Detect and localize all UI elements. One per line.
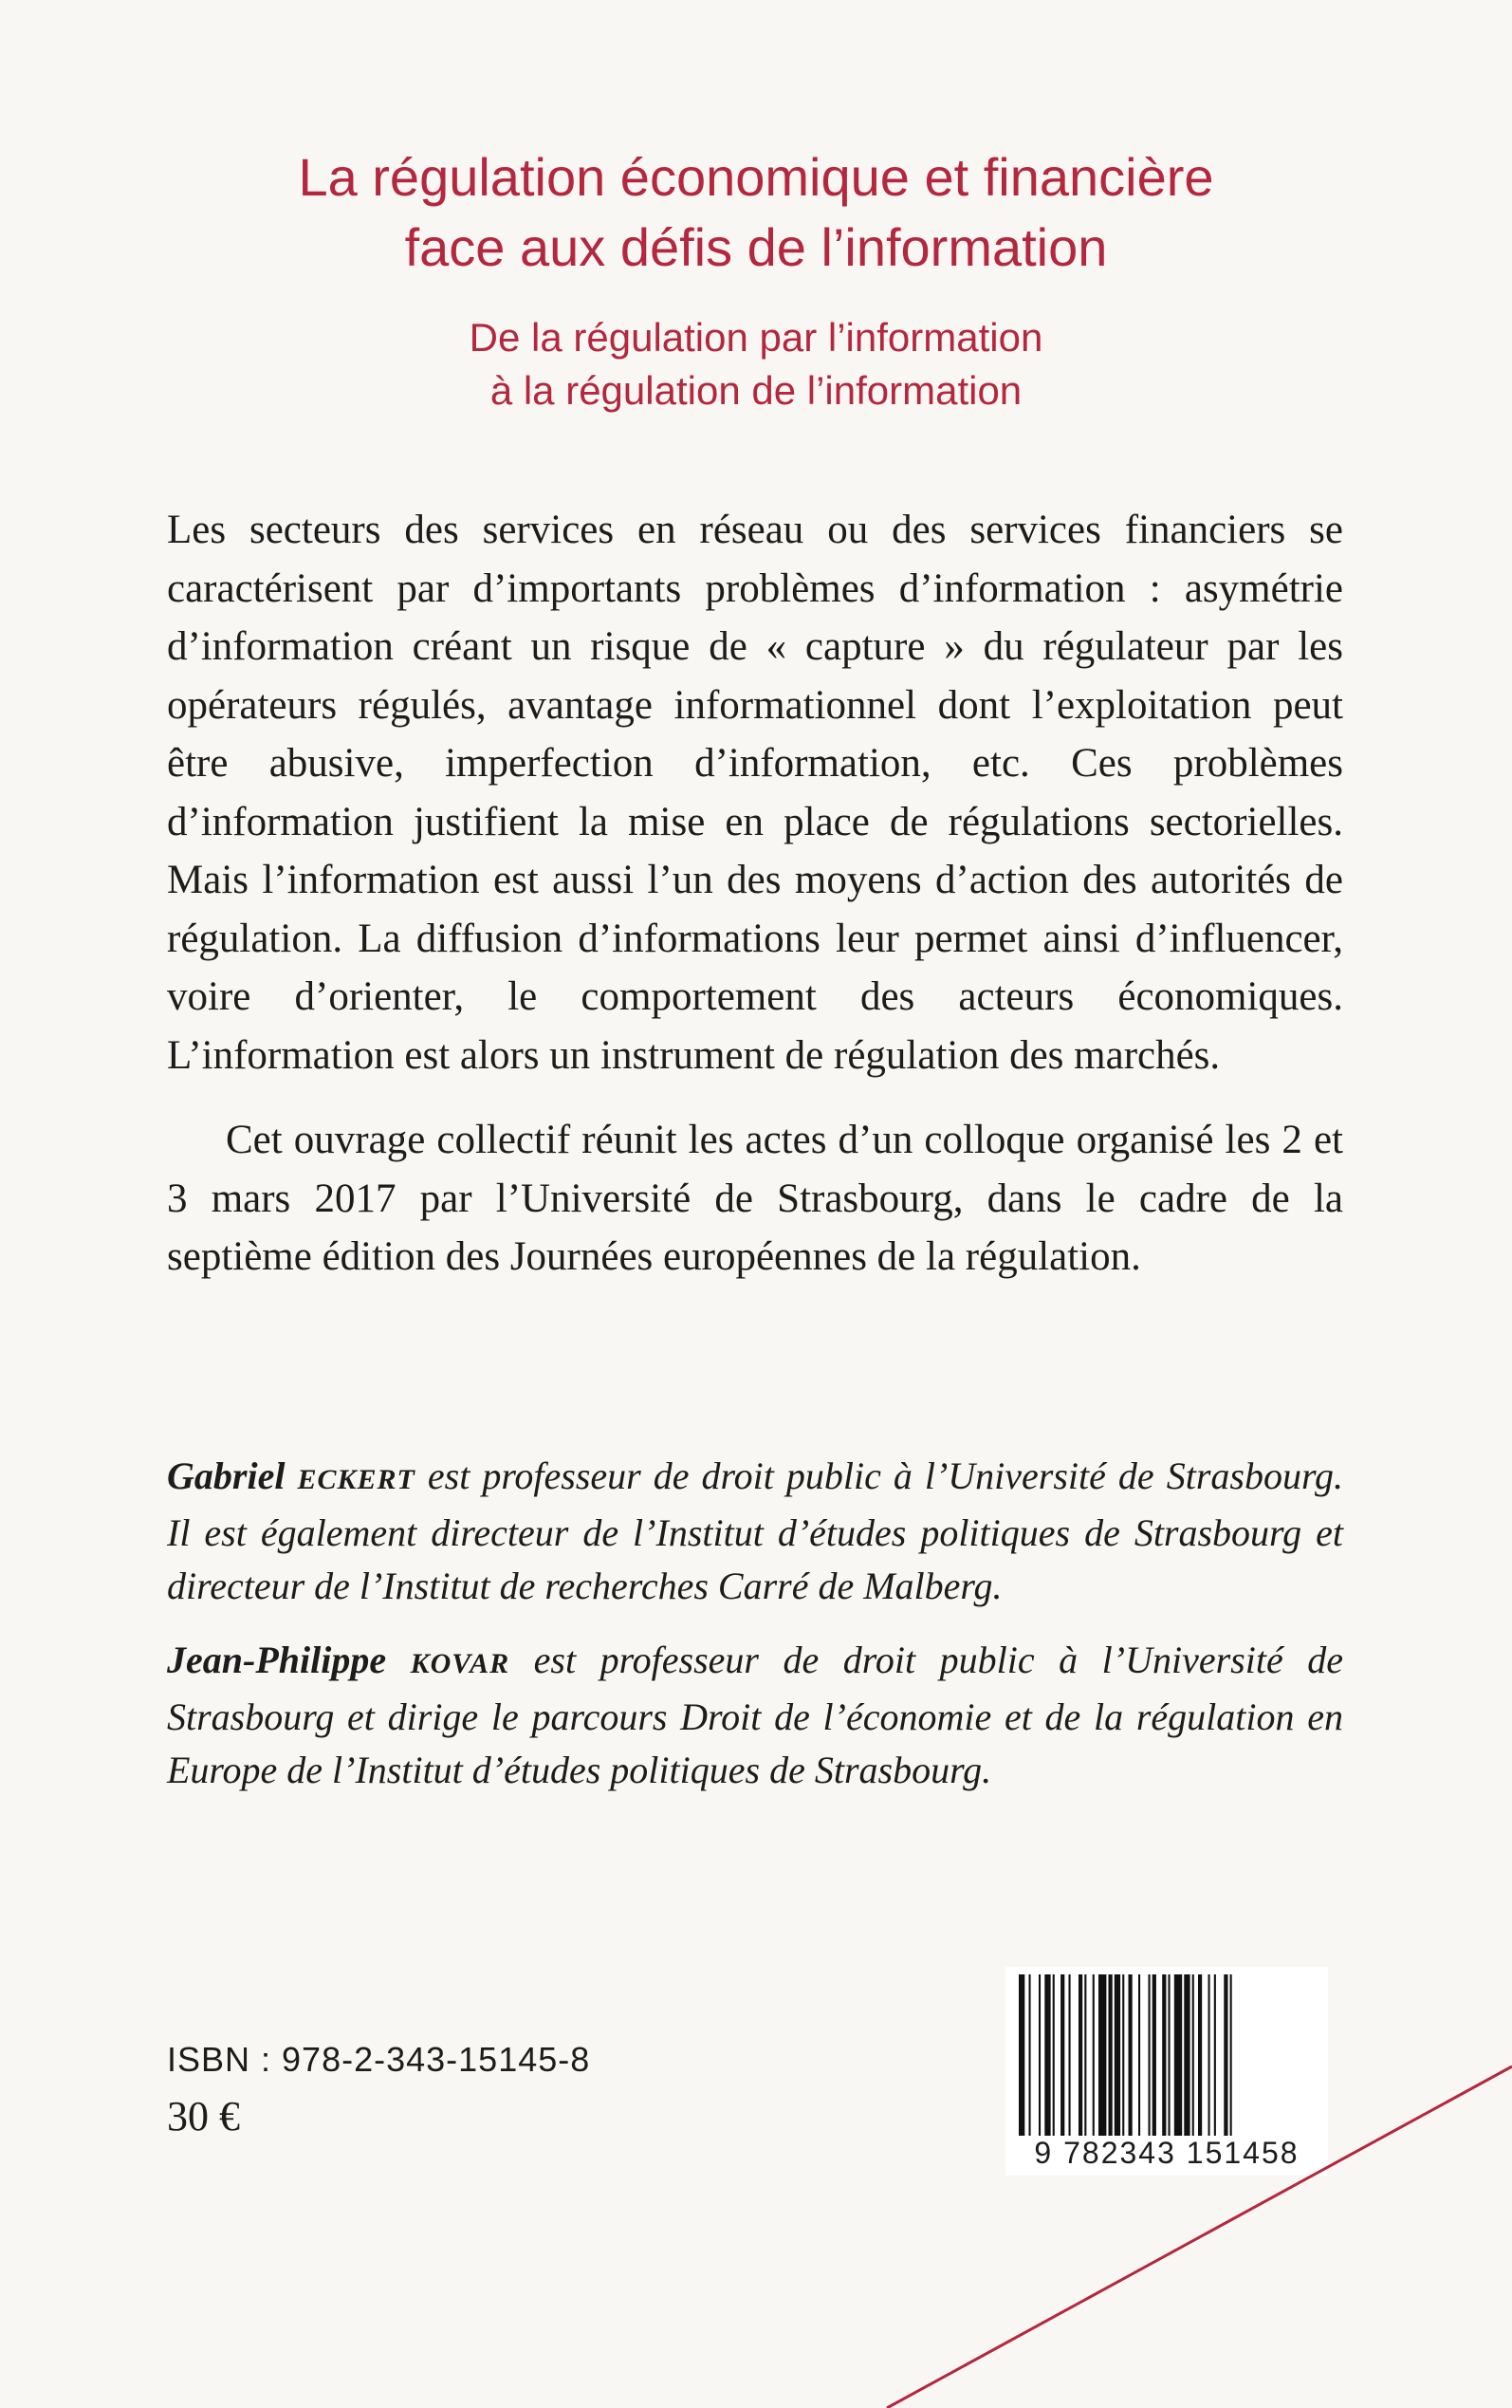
isbn: ISBN : 978-2-343-15145-8	[167, 2040, 591, 2079]
book-subtitle-line-2: à la régulation de l’information	[489, 368, 1023, 413]
author-bio-text: est professeur de droit public à l’Université de Strasbourg et dirige le parcours Droit de l’économie et de la régulation en Europe de l’Institut d’études politiques de Strasbourg.	[167, 1639, 1344, 1791]
author-last-name: ECKERT	[297, 1464, 415, 1495]
author-last-name: KOVAR	[410, 1648, 510, 1679]
price: 30 €	[167, 2093, 240, 2139]
book-title-line-2: face aux défis de l’information	[404, 217, 1108, 277]
barcode-digits: 9 782343 151458	[1005, 2136, 1328, 2171]
book-subtitle-line-1: De la régulation par l’information	[469, 315, 1043, 360]
author-first-name: Gabriel	[167, 1454, 286, 1497]
author-bio-text: est professeur de droit public à l’Université de Strasbourg. Il est également directeur de l’Institut d’études politiques de Strasbourg et directeur de l’Institut de recherches Carré de Malberg.	[167, 1454, 1344, 1607]
book-title-line-1: La régulation économique et financière	[298, 147, 1214, 207]
blurb-paragraph-2: Cet ouvrage collectif réunit les actes d’un colloque organisé les 2 et 3 mars 2017 par l’Université de Strasbourg, dans le cadre de la septième édition des Journées européennes de la régulation.	[167, 1118, 1343, 1279]
blurb-paragraph-1: Les secteurs des services en réseau ou des services financiers se caractérisent par d’importants problèmes d’information : asymétrie d’information créant un risque de « capture » du régulateur par les opérateurs régulés, avantage informationnel dont l’exploitation peut être abusive, imperfection d’information, etc. Ces problèmes d’information justifient la mise en place de régulations sectorielles. Mais l’information est aussi l’un des moyens d’action des autorités de régulation. La diffusion d’informations leur permet ainsi d’influencer, voire d’orienter, le comportement des acteurs économiques. L’information est alors un instrument de régulation des marchés.	[167, 508, 1343, 1078]
author-first-name: Jean-Philippe	[167, 1639, 387, 1681]
